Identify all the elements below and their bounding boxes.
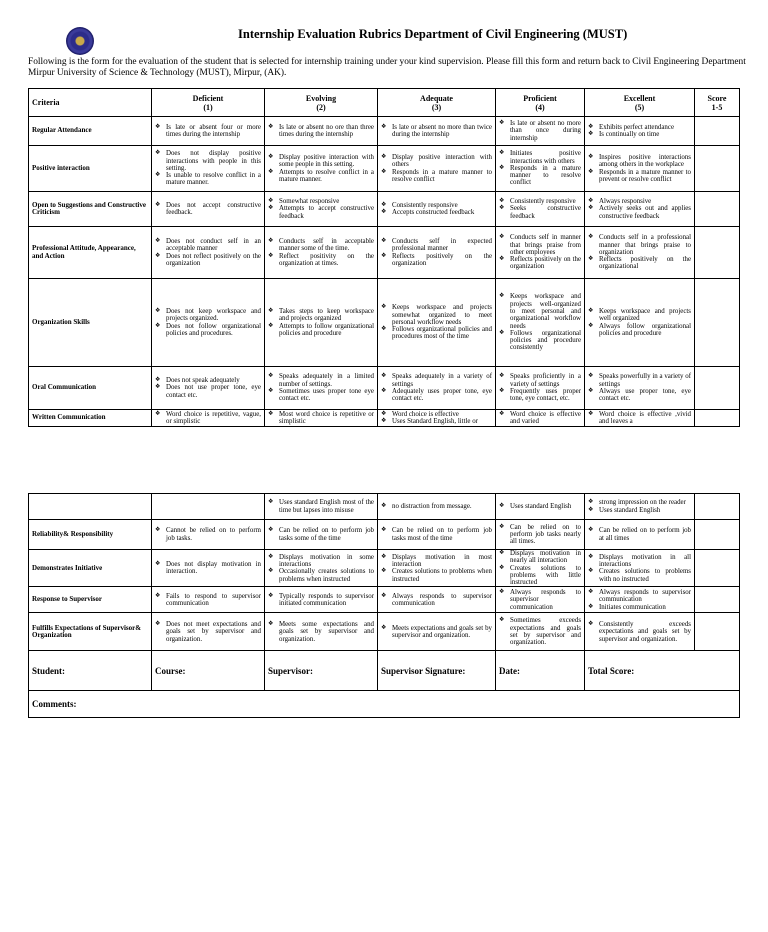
score-cell[interactable]: [695, 117, 740, 146]
rubric-cell: [265, 117, 378, 146]
rubric-bullet: ❖ Displays motivation in all interactions: [588, 554, 691, 569]
rubric-bullet: ❖ Consistently responsive: [499, 198, 581, 205]
rubric-bullet: ❖ Initiates communication: [588, 604, 691, 611]
rubric-cell: [496, 410, 585, 427]
rubric-cell: [152, 520, 265, 550]
rubric-bullet: ❖ Conducts self in manner that brings praise from other employees: [499, 234, 581, 256]
rubric-bullet: ❖ Creates solutions to problems when instructed: [381, 568, 492, 583]
comments-field[interactable]: Comments:: [29, 691, 740, 718]
rubric-bullet: ❖ Takes steps to keep workspace and projects organized: [268, 308, 374, 323]
date-field[interactable]: Date:: [496, 651, 585, 691]
rubric-bullet: ❖ Word choice is effective: [381, 411, 492, 418]
rubric-bullet: ❖ Is late or absent four or more times during the internship: [155, 124, 261, 139]
rubric-cell: [585, 279, 695, 367]
rubric-cell: [496, 520, 585, 550]
rubric-bullet: ❖ Speaks adequately in a limited number of settings.: [268, 373, 374, 388]
rubric-bullet: ❖ Does not display motivation in interaction.: [155, 561, 261, 576]
student-field[interactable]: Student:: [29, 651, 152, 691]
score-cell[interactable]: [695, 494, 740, 520]
signature-row: [29, 651, 740, 691]
rubric-cell: [496, 587, 585, 613]
rubric-bullet: ❖ Can be relied on to perform job at all times: [588, 527, 691, 542]
rubric-cell: [496, 146, 585, 192]
rubric-cell: [152, 494, 265, 520]
col-excellent: Excellent (5): [585, 89, 695, 117]
score-cell[interactable]: [695, 520, 740, 550]
rubric-bullet: ❖ Does not use proper tone, eye contact etc.: [155, 384, 261, 399]
rubric-bullet: ❖ Uses standard English most of the time but lapses into misuse: [268, 499, 374, 514]
page-title: Internship Evaluation Rubrics Department of Civil Engineering (MUST): [238, 27, 628, 41]
rubric-bullet: ❖ Is late or absent no more than twice during the internship: [381, 124, 492, 139]
rubric-bullet: ❖ Meets expectations and goals set by supervisor and organization.: [381, 625, 492, 640]
rubric-bullet: ❖ Speaks powerfully in a variety of settings: [588, 373, 691, 388]
rubric-bullet: ❖ Keeps workspace and projects well-organized to meet personal and organizational workflow needs: [499, 293, 581, 329]
rubric-bullet: ❖ Uses standard English: [499, 503, 581, 510]
rubric-bullet: ❖ Somewhat responsive: [268, 198, 374, 205]
course-field[interactable]: Course:: [152, 651, 265, 691]
rubric-cell: [378, 520, 496, 550]
rubric-bullet: ❖ Frequently uses proper tone, eye contact, etc.: [499, 388, 581, 403]
rubric-bullet: ❖ Sometimes exceeds expectations and goals set by supervisor and organization.: [499, 617, 581, 646]
rubric-bullet: ❖ Consistently exceeds expectations and goals set by supervisor and organization.: [588, 621, 691, 643]
rubric-cell: [496, 279, 585, 367]
rubric-bullet: ❖ Creates solutions to problems with no instructed: [588, 568, 691, 583]
criteria-label: Fulfills Expectations of Supervisor& Organization: [29, 613, 152, 651]
signature-field[interactable]: Supervisor Signature:: [378, 651, 496, 691]
comments-row: [29, 691, 740, 718]
criteria-label: Oral Communication: [29, 367, 152, 410]
total-score-field[interactable]: Total Score:: [585, 651, 740, 691]
rubric-cell: [152, 192, 265, 227]
rubric-cell: [265, 146, 378, 192]
rubric-bullet: ❖ Display positive interaction with some people in this setting.: [268, 154, 374, 169]
rubric-bullet: ❖ Sometimes uses proper tone eye contact etc.: [268, 388, 374, 403]
rubric-cell: [265, 613, 378, 651]
rubric-bullet: ❖ Uses standard English: [588, 507, 691, 514]
rubric-bullet: ❖ no distraction from message.: [381, 503, 492, 510]
rubric-cell: [585, 227, 695, 279]
rubric-bullet: ❖ Speaks adequately in a variety of settings: [381, 373, 492, 388]
rubric-table-bottom: [28, 493, 740, 718]
rubric-bullet: ❖ Can be relied on to perform job tasks nearly all times.: [499, 524, 581, 546]
rubric-cell: [496, 192, 585, 227]
table-row: [29, 227, 740, 279]
rubric-bullet: ❖ Conducts self in expected professional manner: [381, 238, 492, 253]
intro-text: Following is the form for the evaluation of the student that is selected for internship training under your kind supervision. Please fill this form and return back to Civil Engineering Department Mirpur University of Science & Technology (MUST), Mirpur, (AK).: [28, 57, 746, 78]
rubric-cell: [265, 227, 378, 279]
rubric-bullet: ❖ Displays motivation in some interactions: [268, 554, 374, 569]
rubric-cell: [265, 494, 378, 520]
rubric-bullet: ❖ Responds in a mature manner to resolve conflict: [499, 165, 581, 187]
rubric-bullet: ❖ Can be relied on to perform job tasks some of the time: [268, 527, 374, 542]
rubric-cell: [265, 550, 378, 587]
rubric-bullet: ❖ Does not accept constructive feedback.: [155, 202, 261, 217]
rubric-bullet: ❖ Does not follow organizational policies and procedures.: [155, 323, 261, 338]
rubric-bullet: ❖ Word choice is effective ,vivid and leaves a: [588, 411, 691, 426]
rubric-cell: [378, 367, 496, 410]
rubric-bullet: ❖ Keeps workspace and projects somewhat organized to meet personal workflow needs: [381, 304, 492, 326]
rubric-bullet: ❖ Reflects positively on the organization: [499, 256, 581, 271]
rubric-bullet: ❖ Always responds to supervisor communication: [499, 589, 581, 611]
score-cell[interactable]: [695, 192, 740, 227]
rubric-bullet: ❖ Word choice is effective and varied: [499, 411, 581, 426]
rubric-bullet: ❖ Cannot be relied on to perform job tasks.: [155, 527, 261, 542]
rubric-bullet: ❖ Always follow organizational policies and procedure: [588, 323, 691, 338]
table-row: [29, 587, 740, 613]
rubric-bullet: ❖ Does not keep workspace and projects organized.: [155, 308, 261, 323]
criteria-label: Regular Attendance: [29, 117, 152, 146]
rubric-bullet: ❖ Conducts self in a professional manner that brings praise to organization: [588, 234, 691, 256]
criteria-label: [29, 494, 152, 520]
university-logo: [66, 27, 94, 55]
rubric-bullet: ❖ Keeps workspace and projects well organized: [588, 308, 691, 323]
rubric-bullet: ❖ Uses Standard English, little or: [381, 418, 492, 425]
rubric-cell: [378, 550, 496, 587]
rubric-cell: [585, 587, 695, 613]
rubric-cell: [585, 494, 695, 520]
table-row: [29, 520, 740, 550]
rubric-cell: [496, 613, 585, 651]
rubric-bullet: ❖ Follows organizational policies and procedure consistently: [499, 330, 581, 352]
rubric-bullet: ❖ Does not conduct self in an acceptable manner: [155, 238, 261, 253]
rubric-bullet: ❖ Reflect positivity on the organization at times.: [268, 253, 374, 268]
rubric-bullet: ❖ Displays motivation in most interaction: [381, 554, 492, 569]
score-cell[interactable]: [695, 587, 740, 613]
rubric-bullet: ❖ Fails to respond to supervisor communication: [155, 593, 261, 608]
criteria-label: Organization Skills: [29, 279, 152, 367]
rubric-bullet: ❖ Display positive interaction with others: [381, 154, 492, 169]
rubric-cell: [585, 192, 695, 227]
rubric-cell: [585, 410, 695, 427]
rubric-cell: [378, 192, 496, 227]
rubric-cell: [152, 227, 265, 279]
rubric-cell: [265, 279, 378, 367]
rubric-bullet: ❖ Displays motivation in nearly all interaction: [499, 550, 581, 565]
rubric-cell: [496, 550, 585, 587]
rubric-bullet: ❖ Most word choice is repetitive or simplistic: [268, 411, 374, 426]
rubric-cell: [152, 550, 265, 587]
rubric-bullet: ❖ Seeks constructive feedback: [499, 205, 581, 220]
rubric-cell: [152, 367, 265, 410]
table-row: [29, 146, 740, 192]
rubric-cell: [585, 550, 695, 587]
rubric-bullet: ❖ Conducts self in acceptable manner some of the time.: [268, 238, 374, 253]
col-proficient: Proficient (4): [496, 89, 585, 117]
rubric-bullet: ❖ Always use proper tone, eye contact etc.: [588, 388, 691, 403]
rubric-bullet: ❖ Actively seeks out and applies constructive feedback: [588, 205, 691, 220]
rubric-cell: [378, 117, 496, 146]
rubric-cell: [378, 279, 496, 367]
rubric-cell: [265, 192, 378, 227]
rubric-cell: [265, 410, 378, 427]
col-evolving: Evolving (2): [265, 89, 378, 117]
rubric-cell: [378, 494, 496, 520]
rubric-cell: [496, 227, 585, 279]
col-score: Score 1-5: [695, 89, 740, 117]
rubric-bullet: ❖ Always responsive: [588, 198, 691, 205]
table-row: [29, 279, 740, 367]
rubric-cell: [378, 410, 496, 427]
score-cell[interactable]: [695, 146, 740, 192]
rubric-bullet: ❖ Does not meet expectations and goals set by supervisor and organization.: [155, 621, 261, 643]
rubric-bullet: ❖ Typically responds to supervisor initiated communication: [268, 593, 374, 608]
rubric-bullet: ❖ strong impression on the reader: [588, 499, 691, 506]
table-row: [29, 613, 740, 651]
criteria-label: Open to Suggestions and Constructive Criticism: [29, 192, 152, 227]
rubric-bullet: ❖ Is late or absent no ore than three times during the internship: [268, 124, 374, 139]
rubric-bullet: ❖ Reflects positively on the organizational: [588, 256, 691, 271]
header-row: [29, 89, 740, 117]
rubric-bullet: ❖ Follows organizational policies and procedures most of the time: [381, 326, 492, 341]
rubric-bullet: ❖ Is late or absent no more than once during internship: [499, 120, 581, 142]
score-cell[interactable]: [695, 550, 740, 587]
score-cell[interactable]: [695, 367, 740, 410]
criteria-label: Response to Supervisor: [29, 587, 152, 613]
criteria-label: Reliability& Responsibility: [29, 520, 152, 550]
table-row: [29, 117, 740, 146]
rubric-cell: [496, 367, 585, 410]
table-row: [29, 410, 740, 427]
rubric-bullet: ❖ Consistently responsive: [381, 202, 492, 209]
rubric-bullet: ❖ Is unable to resolve conflict in a mature manner.: [155, 172, 261, 187]
rubric-bullet: ❖ Always responds to supervisor communication: [381, 593, 492, 608]
col-deficient: Deficient (1): [152, 89, 265, 117]
score-cell[interactable]: [695, 410, 740, 427]
table-row: [29, 367, 740, 410]
rubric-bullet: ❖ Does not reflect positively on the organization: [155, 253, 261, 268]
rubric-cell: [378, 227, 496, 279]
rubric-bullet: ❖ Meets some expectations and goals set by supervisor and organization.: [268, 621, 374, 643]
rubric-bullet: ❖ Is continually on time: [588, 131, 691, 138]
rubric-table-top: [28, 88, 740, 427]
criteria-label: Professional Attitude, Appearance, and Action: [29, 227, 152, 279]
rubric-bullet: ❖ Word choice is repetitive, vague, or simplistic: [155, 411, 261, 426]
rubric-bullet: ❖ Inspires positive interactions among others in the workplace: [588, 154, 691, 169]
score-cell[interactable]: [695, 279, 740, 367]
rubric-cell: [152, 117, 265, 146]
rubric-cell: [585, 520, 695, 550]
rubric-cell: [152, 279, 265, 367]
rubric-bullet: ❖ Can be relied on to perform job tasks most of the time: [381, 527, 492, 542]
rubric-bullet: ❖ Attempts to resolve conflict in a mature manner.: [268, 169, 374, 184]
rubric-bullet: ❖ Attempts to follow organizational policies and procedure: [268, 323, 374, 338]
rubric-cell: [496, 494, 585, 520]
rubric-bullet: ❖ Always responds to supervisor communication: [588, 589, 691, 604]
rubric-bullet: ❖ Responds in a mature manner to prevent or resolve conflict: [588, 169, 691, 184]
rubric-bullet: ❖ Initiates positive interactions with others: [499, 150, 581, 165]
rubric-bullet: ❖ Accepts constructed feedback: [381, 209, 492, 216]
table-row: [29, 494, 740, 520]
criteria-label: Written Communication: [29, 410, 152, 427]
rubric-cell: [152, 613, 265, 651]
rubric-bullet: ❖ Occasionally creates solutions to problems when instructed: [268, 568, 374, 583]
col-criteria: Criteria: [29, 89, 152, 117]
rubric-cell: [585, 613, 695, 651]
score-cell[interactable]: [695, 227, 740, 279]
rubric-cell: [378, 613, 496, 651]
rubric-cell: [585, 367, 695, 410]
rubric-bullet: ❖ Exhibits perfect attendance: [588, 124, 691, 131]
criteria-label: Positive interaction: [29, 146, 152, 192]
rubric-bullet: ❖ Speaks proficiently in a variety of settings: [499, 373, 581, 388]
rubric-cell: [585, 117, 695, 146]
rubric-cell: [378, 587, 496, 613]
rubric-bullet: ❖ Attempts to accept constructive feedback: [268, 205, 374, 220]
rubric-cell: [152, 146, 265, 192]
rubric-cell: [265, 520, 378, 550]
col-adequate: Adequate (3): [378, 89, 496, 117]
rubric-bullet: ❖ Creates solutions to problems with little instructed: [499, 565, 581, 587]
rubric-bullet: ❖ Does not display positive interactions with people in this setting.: [155, 150, 261, 172]
rubric-bullet: ❖ Adequately uses proper tone, eye contact etc.: [381, 388, 492, 403]
rubric-cell: [585, 146, 695, 192]
rubric-bullet: ❖ Reflects positively on the organization: [381, 253, 492, 268]
table-row: [29, 550, 740, 587]
rubric-cell: [152, 587, 265, 613]
score-cell[interactable]: [695, 613, 740, 651]
table-row: [29, 192, 740, 227]
supervisor-field[interactable]: Supervisor:: [265, 651, 378, 691]
rubric-bullet: ❖ Responds in a mature manner to resolve conflict: [381, 169, 492, 184]
rubric-cell: [265, 587, 378, 613]
rubric-cell: [152, 410, 265, 427]
rubric-cell: [378, 146, 496, 192]
criteria-label: Demonstrates Initiative: [29, 550, 152, 587]
rubric-cell: [265, 367, 378, 410]
rubric-cell: [496, 117, 585, 146]
rubric-bullet: ❖ Does not speak adequately: [155, 377, 261, 384]
